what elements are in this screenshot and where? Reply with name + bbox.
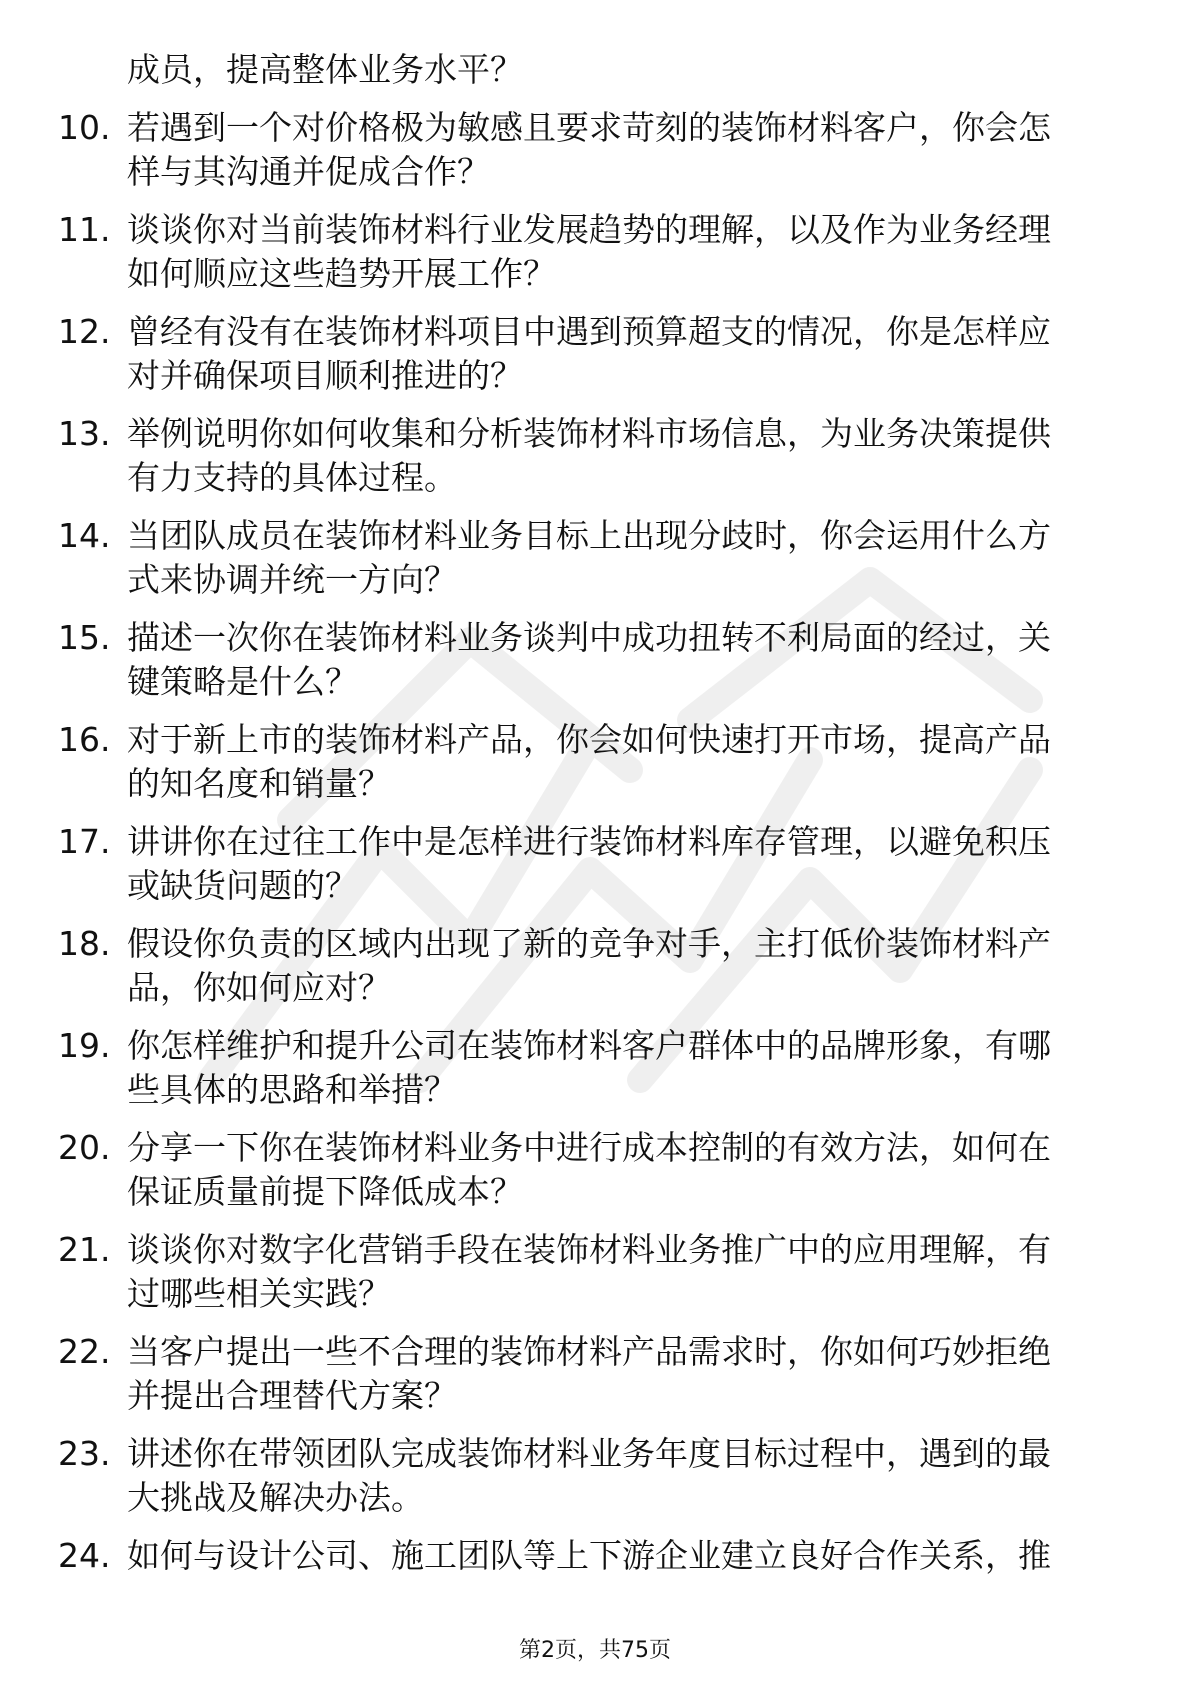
- question-text: [58, 514, 1118, 602]
- question-text: [58, 1330, 1118, 1418]
- question-item: [58, 106, 1118, 194]
- question-item: [58, 820, 1118, 908]
- question-line: 对于新上市的装饰材料产品，你会如何快速打开市场，提高产品: [127, 720, 1051, 759]
- question-text: [58, 616, 1118, 704]
- question-text: [58, 1534, 1118, 1578]
- question-line: 大挑战及解决办法。: [127, 1478, 424, 1517]
- question-line: 过哪些相关实践？: [127, 1274, 391, 1313]
- question-text: [58, 208, 1118, 296]
- question-line: 键策略是什么？: [127, 662, 358, 701]
- question-number: 14.: [58, 516, 111, 555]
- question-line: 假设你负责的区域内出现了新的竞争对手，主打低价装饰材料产: [127, 924, 1051, 963]
- question-number: 18.: [58, 924, 111, 963]
- question-line: 如何顺应这些趋势开展工作？: [127, 254, 556, 293]
- question-text: [58, 1126, 1118, 1214]
- question-number: 22.: [58, 1332, 111, 1371]
- question-item: [58, 616, 1118, 704]
- question-line: 曾经有没有在装饰材料项目中遇到预算超支的情况，你是怎样应: [127, 312, 1051, 351]
- question-line: 当客户提出一些不合理的装饰材料产品需求时，你如何巧妙拒绝: [127, 1332, 1051, 1371]
- question-item: [58, 208, 1118, 296]
- question-line: 当团队成员在装饰材料业务目标上出现分歧时，你会运用什么方: [127, 516, 1051, 555]
- question-text: [58, 412, 1118, 500]
- question-line: 谈谈你对当前装饰材料行业发展趋势的理解，以及作为业务经理: [127, 210, 1051, 249]
- question-number: 20.: [58, 1128, 111, 1167]
- question-line: 你怎样维护和提升公司在装饰材料客户群体中的品牌形象，有哪: [127, 1026, 1051, 1065]
- question-number: 10.: [58, 108, 111, 147]
- question-line: 有力支持的具体过程。: [127, 458, 457, 497]
- question-item: [58, 718, 1118, 806]
- question-text: [58, 1432, 1118, 1520]
- question-item: [58, 1534, 1118, 1578]
- question-item: [58, 1228, 1118, 1316]
- question-item: [58, 1024, 1118, 1112]
- question-line: 讲讲你在过往工作中是怎样进行装饰材料库存管理，以避免积压: [127, 822, 1051, 861]
- question-number: 24.: [58, 1536, 111, 1575]
- question-text: [58, 310, 1118, 398]
- question-text: [58, 1024, 1118, 1112]
- question-line: 对并确保项目顺利推进的？: [127, 356, 523, 395]
- question-item: [58, 412, 1118, 500]
- question-number: 15.: [58, 618, 111, 657]
- question-number: 13.: [58, 414, 111, 453]
- continued-line: 成员，提高整体业务水平？: [127, 50, 523, 89]
- question-number: 23.: [58, 1434, 111, 1473]
- question-number: 16.: [58, 720, 111, 759]
- question-line: 并提出合理替代方案？: [127, 1376, 457, 1415]
- question-line: 分享一下你在装饰材料业务中进行成本控制的有效方法，如何在: [127, 1128, 1051, 1167]
- question-item: [58, 514, 1118, 602]
- question-item: [58, 1126, 1118, 1214]
- question-line: 式来协调并统一方向？: [127, 560, 457, 599]
- question-line: 些具体的思路和举措？: [127, 1070, 457, 1109]
- question-line: 描述一次你在装饰材料业务谈判中成功扭转不利局面的经过，关: [127, 618, 1051, 657]
- question-item: [58, 1330, 1118, 1418]
- question-list: [58, 48, 1118, 1578]
- question-text: [58, 718, 1118, 806]
- question-line: 讲述你在带领团队完成装饰材料业务年度目标过程中，遇到的最: [127, 1434, 1051, 1473]
- question-text: [58, 820, 1118, 908]
- question-number: 21.: [58, 1230, 111, 1269]
- question-line: 的知名度和销量？: [127, 764, 391, 803]
- question-item: [58, 922, 1118, 1010]
- page-number-footer: 第2页，共75页: [519, 1638, 671, 1663]
- question-line: 如何与设计公司、施工团队等上下游企业建立良好合作关系，推: [127, 1536, 1051, 1575]
- question-number: 19.: [58, 1026, 111, 1065]
- question-item: [58, 310, 1118, 398]
- question-line: 若遇到一个对价格极为敏感且要求苛刻的装饰材料客户，你会怎: [127, 108, 1051, 147]
- question-line: 谈谈你对数字化营销手段在装饰材料业务推广中的应用理解，有: [127, 1230, 1051, 1269]
- question-text: [58, 922, 1118, 1010]
- question-text: [58, 1228, 1118, 1316]
- question-line: 保证质量前提下降低成本？: [127, 1172, 523, 1211]
- question-item: [58, 1432, 1118, 1520]
- question-text: [58, 106, 1118, 194]
- question-number: 12.: [58, 312, 111, 351]
- question-line: 样与其沟通并促成合作？: [127, 152, 490, 191]
- question-line: 举例说明你如何收集和分析装饰材料市场信息，为业务决策提供: [127, 414, 1051, 453]
- question-line: 品，你如何应对？: [127, 968, 391, 1007]
- question-number: 11.: [58, 210, 111, 249]
- question-number: 17.: [58, 822, 111, 861]
- question-line: 或缺货问题的？: [127, 866, 358, 905]
